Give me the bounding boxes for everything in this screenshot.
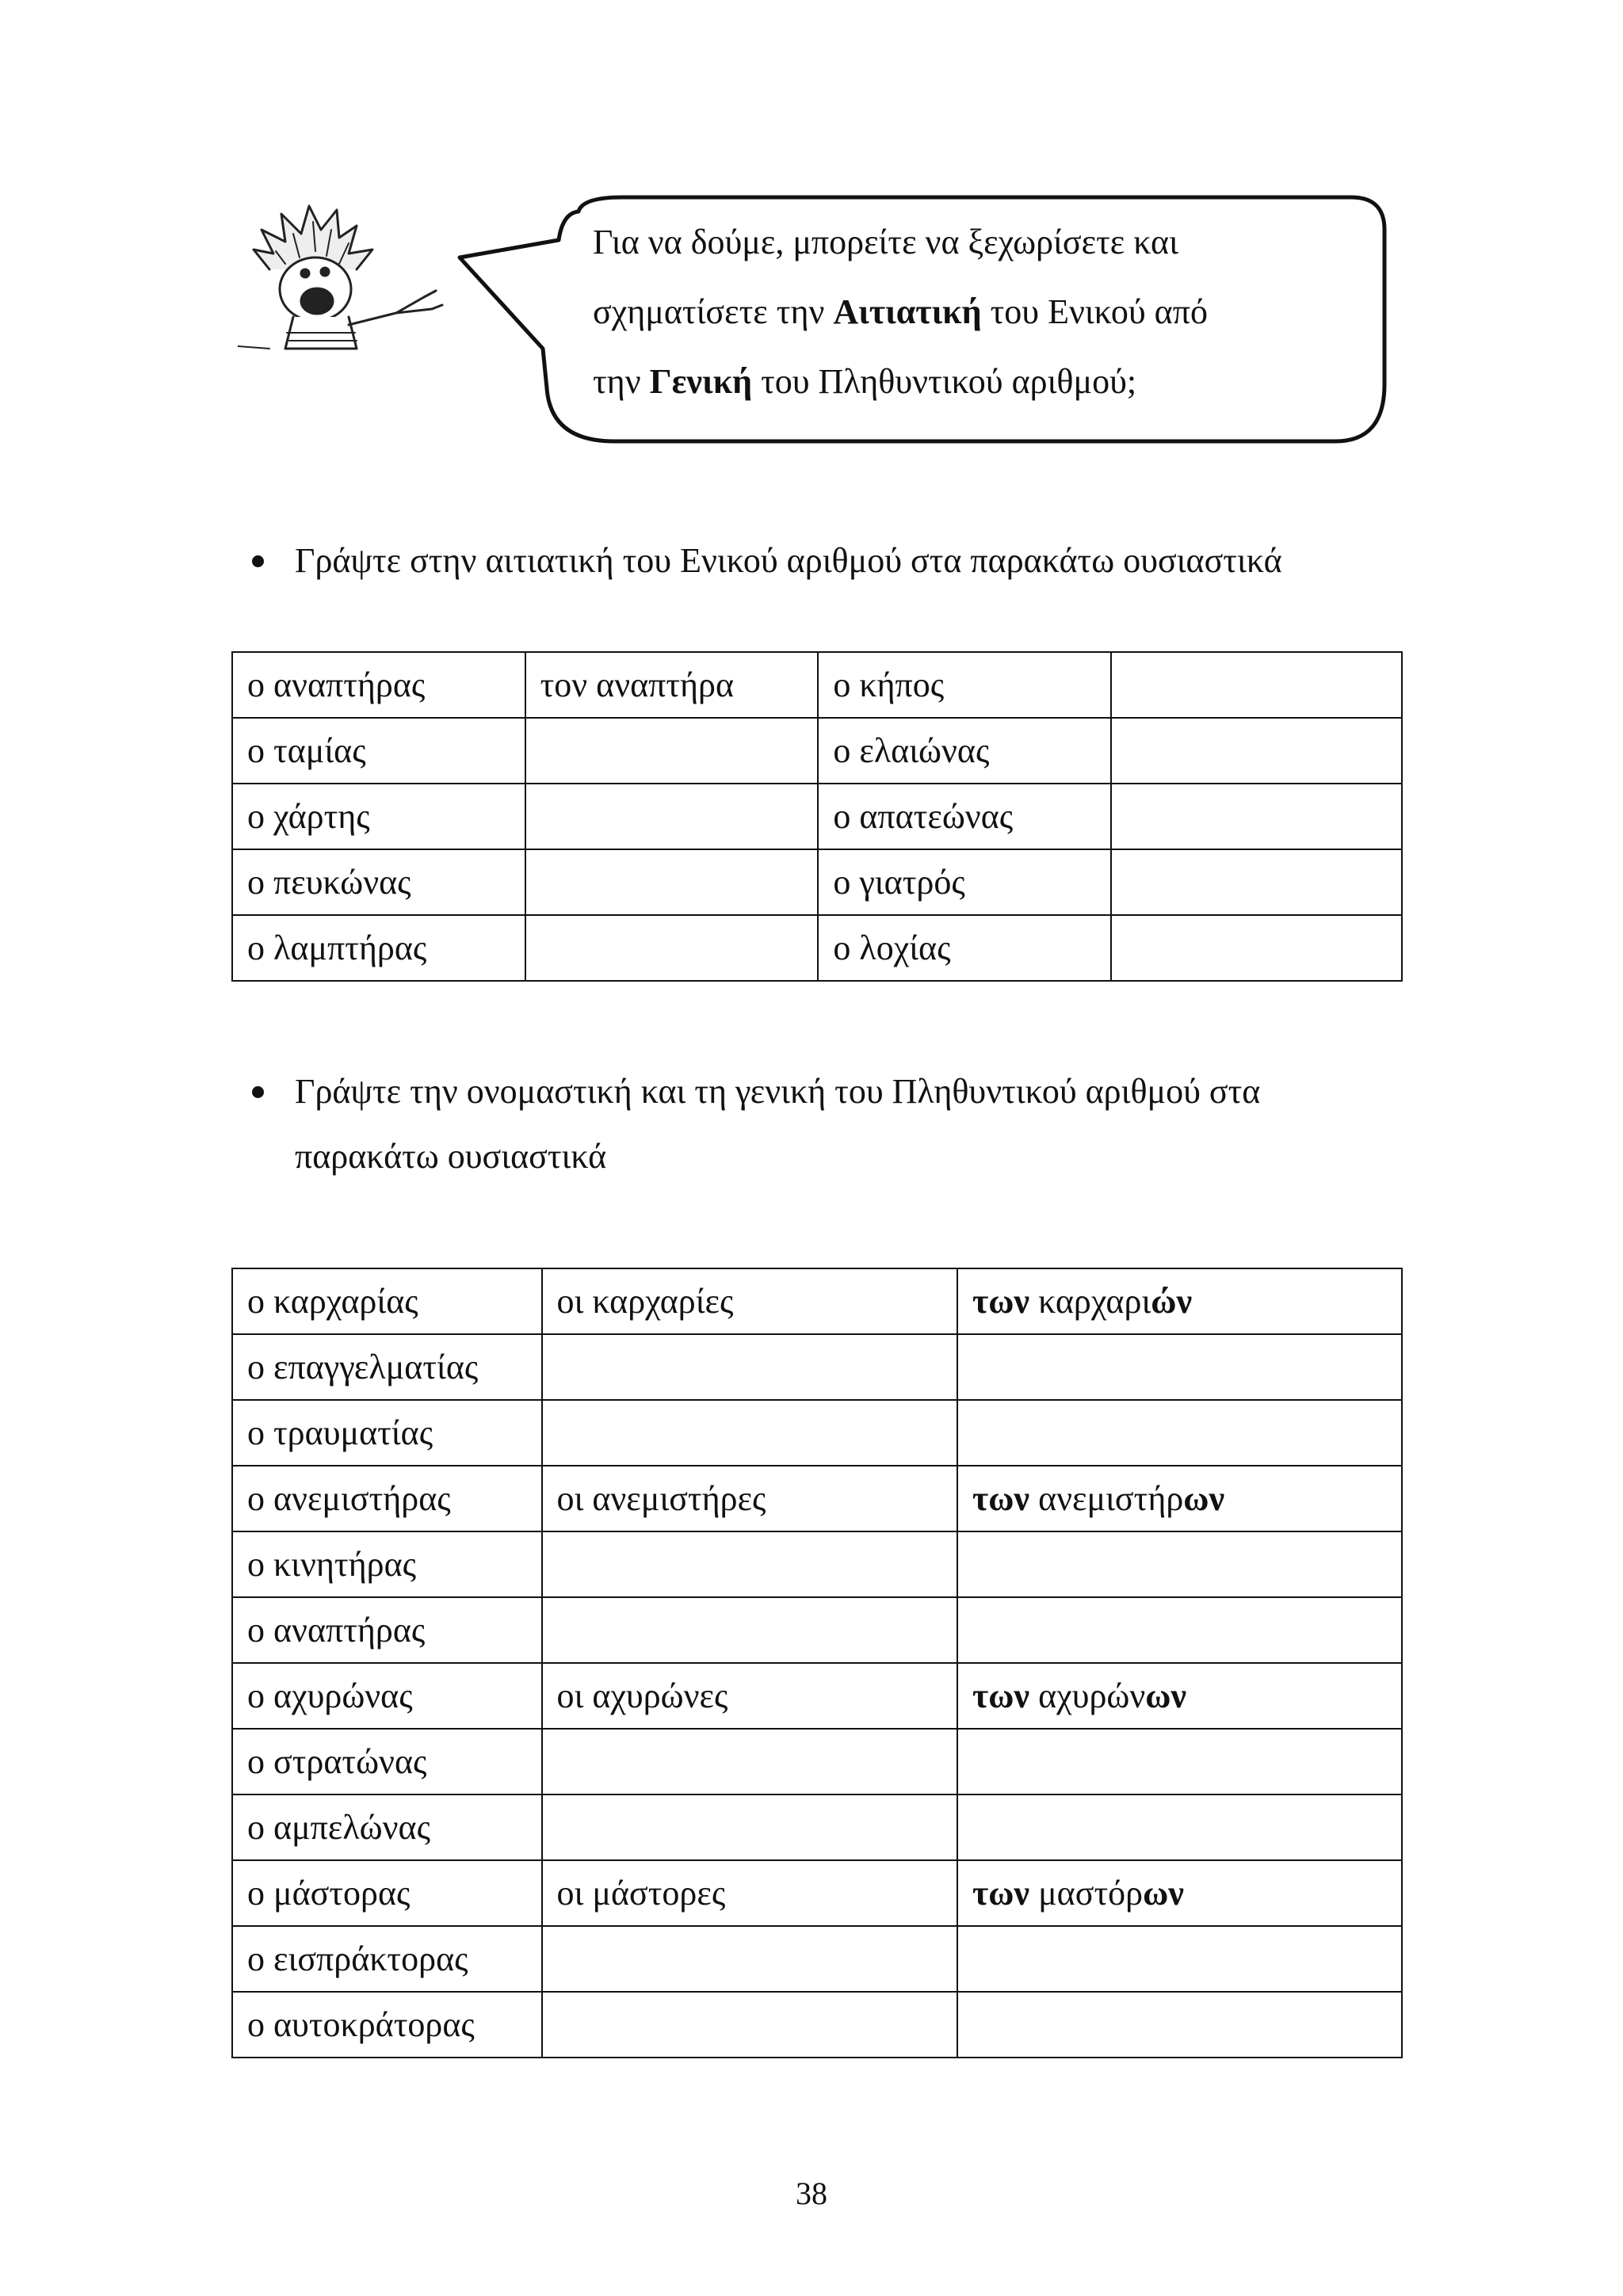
noun-cell: ο αναπτήρας [232,652,525,718]
bubble-text-segment: σχηματίσετε την [593,292,834,331]
table-row [232,849,1402,915]
answer-cell[interactable] [525,849,819,915]
answer-cell[interactable] [1111,718,1402,784]
bubble-text-segment: του Πληθυντικού αριθμού; [752,362,1137,401]
genitive-ending: ών [1151,1282,1193,1321]
noun-cell: ο εισπράκτορας [232,1926,542,1992]
answer-cell[interactable]: τον αναπτήρα [525,652,819,718]
page-number: 38 [796,2176,827,2211]
answer-cell[interactable] [1111,849,1402,915]
genitive-article: των [972,1676,1030,1715]
noun-cell: ο τραυματίας [232,1400,542,1466]
noun-cell: ο λοχίας [818,915,1111,981]
nominative-plural-cell[interactable] [542,1531,957,1597]
nominative-plural-cell[interactable] [542,1597,957,1663]
nominative-plural-cell[interactable] [542,1992,957,2058]
answer-cell[interactable] [525,784,819,849]
bubble-line-1: Για να δούμε, μπορείτε να ξεχωρίσετε και [593,223,1178,261]
genitive-article: των [972,1282,1030,1321]
noun-cell: ο κήπος [818,652,1111,718]
genitive-ending: ων [1143,1874,1184,1913]
genitive-stem: μαστόρ [1038,1874,1144,1913]
genitive-plural-cell[interactable] [957,1531,1402,1597]
table-row [232,1597,1402,1663]
table-row [232,915,1402,981]
genitive-article: των [972,1874,1030,1913]
nominative-plural-cell[interactable] [542,1400,957,1466]
table-row [232,1992,1402,2058]
table-row [232,1794,1402,1860]
nominative-plural-cell[interactable] [542,1729,957,1794]
answer-cell[interactable] [1111,784,1402,849]
genitive-article: των [972,1479,1030,1518]
exercise2-table [231,1268,1403,2058]
genitive-plural-cell[interactable] [957,1860,1402,1926]
table-row [232,1334,1402,1400]
bubble-text-segment: του Ενικού από [981,292,1208,331]
genitive-plural-cell[interactable] [957,1794,1402,1860]
genitive-plural-cell[interactable] [957,1400,1402,1466]
noun-cell: ο μάστορας [232,1860,542,1926]
noun-cell: ο αυτοκράτορας [232,1992,542,2058]
noun-cell: ο καρχαρίας [232,1268,542,1334]
genitive-plural-cell[interactable] [957,1926,1402,1992]
table-row [232,1860,1402,1926]
table-row [232,1466,1402,1531]
exercise2-instruction-line1: Γράψτε την ονομαστική και τη γενική του Πληθυντικού αριθμού στα [295,1072,1261,1111]
noun-cell: ο ανεμιστήρας [232,1466,542,1531]
nominative-plural-cell[interactable]: οι αχυρώνες [542,1663,957,1729]
exercise2-instruction-line2: παρακάτω ουσιαστικά [295,1137,607,1176]
noun-cell: ο χάρτης [232,784,525,849]
answer-cell[interactable] [1111,652,1402,718]
noun-cell: ο αχυρώνας [232,1663,542,1729]
bubble-text-segment: την [593,362,650,401]
genitive-ending: ων [1183,1479,1225,1518]
noun-cell: ο λαμπτήρας [232,915,525,981]
genitive-plural-cell[interactable] [957,1663,1402,1729]
speech-bubble-text [593,208,1354,417]
noun-cell: ο γιατρός [818,849,1111,915]
genitive-plural-cell[interactable] [957,1992,1402,2058]
bubble-line-2 [593,277,1354,347]
table-row [232,1663,1402,1729]
noun-cell: ο επαγγελματίας [232,1334,542,1400]
noun-cell: ο ελαιώνας [818,718,1111,784]
noun-cell: ο αμπελώνας [232,1794,542,1860]
bubble-line-3 [593,347,1354,417]
genitive-stem: αχυρών [1038,1676,1146,1715]
genitive-plural-cell[interactable] [957,1729,1402,1794]
exercise1-instruction: Γράψτε στην αιτιατική του Ενικού αριθμού στα παρακάτω ουσιαστικά [295,541,1282,580]
genitive-plural-cell[interactable] [957,1597,1402,1663]
answer-cell[interactable] [525,718,819,784]
nominative-plural-cell[interactable]: οι μάστορες [542,1860,957,1926]
genitive-stem: καρχαρι [1038,1282,1151,1321]
bubble-bold-term: Γενική [649,362,753,401]
table-row [232,1531,1402,1597]
table-row [232,1400,1402,1466]
genitive-plural-cell[interactable] [957,1466,1402,1531]
nominative-plural-cell[interactable] [542,1926,957,1992]
noun-cell: ο στρατώνας [232,1729,542,1794]
table-row [232,652,1402,718]
nominative-plural-cell[interactable]: οι ανεμιστήρες [542,1466,957,1531]
table-row [232,1268,1402,1334]
bullet-icon [252,555,264,567]
table-row [232,718,1402,784]
nominative-plural-cell[interactable] [542,1794,957,1860]
exercise2-instruction [295,1059,1420,1189]
bullet-icon [252,1086,264,1098]
genitive-stem: ανεμιστήρ [1038,1479,1184,1518]
noun-cell: ο ταμίας [232,718,525,784]
genitive-plural-cell[interactable] [957,1268,1402,1334]
answer-cell[interactable] [1111,915,1402,981]
noun-cell: ο κινητήρας [232,1531,542,1597]
noun-cell: ο αναπτήρας [232,1597,542,1663]
genitive-plural-cell[interactable] [957,1334,1402,1400]
table-row [232,1926,1402,1992]
answer-cell[interactable] [525,915,819,981]
table-row [232,1729,1402,1794]
noun-cell: ο απατεώνας [818,784,1111,849]
noun-cell: ο πευκώνας [232,849,525,915]
nominative-plural-cell[interactable]: οι καρχαρίες [542,1268,957,1334]
genitive-ending: ων [1145,1676,1187,1715]
nominative-plural-cell[interactable] [542,1334,957,1400]
exercise1-table [231,651,1403,982]
mascot-illustration [238,194,452,353]
table-row [232,784,1402,849]
bubble-bold-term: Αιτιατική [833,292,982,331]
